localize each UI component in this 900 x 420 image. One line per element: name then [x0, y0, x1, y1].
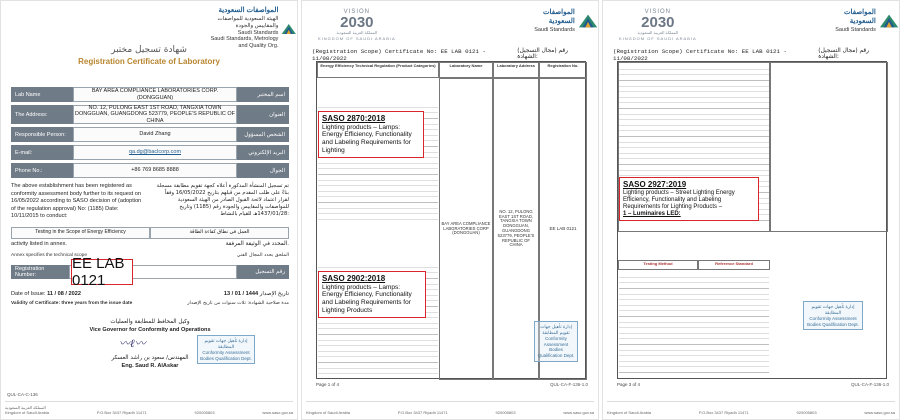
footer-web-link[interactable]: www.saso.gov.sa [864, 410, 895, 415]
footer-phone: 920005803 [495, 410, 516, 415]
saso-logo [821, 9, 899, 33]
date-hijri: 13 / 01 / 1444 [223, 291, 259, 297]
org-fullname-en: Saudi Standards, Metrology and Quality Org. [210, 36, 279, 50]
field-label-ar: الشخص المسؤول [244, 131, 285, 138]
footer-web-link[interactable]: www.saso.gov.sa [262, 410, 293, 415]
stamp-text-ar: إدارة تأهيل جهات تقويم المطابقة [811, 304, 855, 315]
col-header-testing-method: Testing Method [618, 260, 698, 270]
vision-year: 2030 [340, 14, 374, 31]
stamp-text-ar: إدارة تأهيل جهات تقويم المطابقة [540, 324, 572, 335]
vision-year: 2030 [641, 14, 675, 31]
vision-sub-en: KINGDOM OF SAUDI ARABIA [318, 36, 396, 41]
signer-name-en: Eng. Saud R. AlAskar [121, 363, 179, 369]
activity-ar: العمل في نطاق كفاءة الطاقة [150, 227, 289, 239]
department-stamp [197, 335, 255, 364]
vision-label: VISION [343, 9, 371, 15]
field-address [11, 105, 289, 124]
footer-country-en: Kingdom of Saudi Arabia [306, 410, 351, 415]
vision-2030-logo-icon [619, 9, 697, 42]
field-label-en: Responsible Person: [15, 131, 66, 138]
cell-lab-address: NO. 12, PULONG EAST 1ST ROAD, TANGXIA TOWN DONGGUAN, GUANGDONG 523779, PEOPLE'S REPUBLIC OF CHINA [493, 78, 539, 380]
col-header-reg-no: Registration No. [539, 62, 587, 78]
field-value: NO. 12, PULONG EAST 1ST ROAD, TANGXIA TOWN DONGGUAN, GUANGDONG 523779, PEOPLE'S REPUBLIC OF CHINA [73, 105, 237, 124]
field-label-ar: اسم المختبر [257, 91, 285, 98]
saso-2870-code: SASO 2870:2018 [322, 114, 386, 123]
page-footer [5, 401, 293, 415]
footer-country-en: Kingdom of Saudi Arabia [607, 410, 652, 415]
date-row [11, 291, 289, 299]
scope-header-en: (Registration Scope) Certificate No: EE LAB 0121 - 11/08/2022 [613, 48, 787, 62]
page-footer [306, 401, 594, 415]
stamp-text-ar: إدارة تأهيل جهات تقويم المطابقة [204, 338, 248, 349]
scope-header-ar: (مجال التسجيل) رقم الشهادة: [517, 48, 568, 60]
saso-2870-highlight [318, 111, 424, 158]
signer-name-ar: المهندس/ سعود بن راشد العسكر [111, 355, 189, 361]
activity-listed-ar: المحدد في الوثيقة المرفقة. [225, 241, 289, 247]
vision-sub-en: KINGDOM OF SAUDI ARABIA [619, 36, 697, 41]
field-value: +86 769 8685 8888 [73, 163, 237, 178]
registration-number-row [11, 265, 289, 279]
footer-pobox: P.O.Box 3437 Riyadh 11471 [698, 410, 749, 415]
governor-title-ar: وكيل المحافظ للمطابقة والعمليات [110, 319, 190, 325]
saso-triangle-logo-icon [578, 13, 598, 29]
field-label-ar: العنوان [269, 111, 285, 118]
footer-web-link[interactable]: www.saso.gov.sa [563, 410, 594, 415]
saso-triangle-logo-icon [879, 13, 899, 29]
department-stamp [534, 321, 578, 362]
validity-ar: مدة صلاحية الشهادة: ثلاث سنوات من تاريخ الإصدار [187, 301, 289, 306]
col-header-reference-standard: Reference Standard [698, 260, 770, 270]
field-value: David Zhang [73, 127, 237, 142]
scope-header-en: (Registration Scope) Certificate No: EE LAB 0121 - 11/08/2022 [312, 48, 486, 62]
date-label-ar: تاريخ الإصدار [259, 291, 289, 297]
field-label-en: Phone No.: [15, 167, 43, 174]
field-email [11, 145, 289, 160]
form-code: QUL-CA-C-136 [7, 392, 38, 397]
certificate-title-en: Registration Certificate of Laboratory [78, 57, 220, 66]
registration-number-highlight: EE LAB 0121 [71, 259, 133, 285]
scope-header-ar: (مجال التسجيل) رقم الشهادة: [818, 48, 869, 60]
field-label-en: Lab Name [15, 91, 41, 98]
saso-2927-subtitle: 1 – Luminaires LED: [623, 211, 681, 218]
saso-2927-code: SASO 2927:2019 [623, 180, 687, 189]
reg-label-en: Registration Number: [15, 266, 45, 278]
vision-sub-ar: المملكة العربية السعودية [637, 30, 679, 35]
certificate-title-ar: شهادة تسجيل مختبر [111, 45, 187, 55]
footer-country-ar: المملكة العربية السعودية [5, 405, 46, 410]
scope-rows-block-2 [619, 272, 769, 377]
footer-phone: 920005803 [796, 410, 817, 415]
page-footer [607, 401, 895, 415]
footer-pobox: P.O.Box 3437 Riyadh 11471 [397, 410, 448, 415]
footer-phone: 920005803 [194, 410, 215, 415]
annex-note-en: Annex specifies the technical scope [11, 253, 87, 258]
vision-2030-logo-icon [318, 9, 396, 42]
field-label-en: The Address: [15, 111, 48, 118]
page-number: Page 3 of 4 [617, 382, 641, 387]
org-name-en: Saudi Standards [237, 29, 279, 36]
saso-logo [201, 7, 297, 50]
saso-2902-code: SASO 2902:2018 [322, 274, 386, 283]
annex-note-ar: الملحق يحدد المجال الفني [236, 253, 289, 258]
form-code: QUL-CA-F-136-1.0 [850, 382, 889, 387]
stamp-text-en: Conformity Assessment Bodies Qualification Dept. [807, 315, 859, 327]
reg-label-ar: رقم التسجيل [255, 269, 285, 275]
vision-label: VISION [644, 9, 672, 15]
scope-header [312, 48, 588, 62]
activity-en: Testing in the Scope of Energy Efficiency [11, 227, 150, 239]
cell-reg-no: EE LAB 0121 [539, 78, 587, 380]
vision-sub-ar: المملكة العربية السعودية [336, 30, 378, 35]
saso-2870-title: Lighting products – Lamps: Energy Efficiency, Functionality and Labeling Requirements for Lighting [322, 123, 412, 154]
scope-page-3 [602, 0, 900, 420]
col-header-lab-name: Laboratory Name [439, 62, 493, 78]
activity-listed-en: activity listed in annex. [11, 241, 67, 247]
org-name-en: Saudi Standards [835, 26, 876, 33]
field-label-ar: الجوال [269, 167, 285, 174]
stamp-text-en: Conformity Assessment Bodies Qualification Dept. [537, 335, 575, 359]
certificate-page [0, 0, 298, 420]
org-name-ar: المواصفات السعودية [542, 9, 575, 25]
validity-en: Validity of Certificate: three years from the issue date [11, 301, 133, 306]
activity-row [11, 227, 289, 239]
footer-pobox: P.O.Box 3437 Riyadh 11471 [96, 410, 147, 415]
field-lab-name [11, 87, 289, 102]
field-responsible [11, 127, 289, 142]
saso-triangle-logo-icon [281, 21, 297, 37]
org-name-ar: المواصفات السعودية [218, 7, 279, 14]
signature-graphic: 〰ℓ〰 [119, 337, 146, 350]
registration-paragraph-ar: تم تسجيل المنشأة المذكورة أعلاه كجهة تقويم مطابقة مسجلة بناءً على طلب المقدم من قبلهم بتاريخ 16/05/2022 وفقاً لقرار اعتماد لائحة القبول الصادر من الهيئة السعودية للمواصفات والمقاييس والجودة رقم (1185) وتاريخ 1437/01/28هـ للقيام بالنشاط: [156, 183, 289, 218]
saso-2927-title: Lighting products – Street Lighting Energy Efficiency, Functionality and Labeling Requirements for Lighting Products – [623, 189, 735, 210]
email-link[interactable]: qa.dg@baclcorp.com [73, 145, 237, 160]
stamp-text-en: Conformity Assessment Bodies Qualification Dept. [200, 349, 252, 361]
governor-title-en: Vice Governor for Conformity and Operations [89, 327, 211, 333]
scope-page-1 [301, 0, 599, 420]
date-label-en: Date of Issue: [11, 291, 46, 297]
org-fullname-ar: الهيئة السعودية للمواصفات والمقاييس والجودة [217, 15, 279, 29]
department-stamp [803, 301, 863, 330]
org-name-ar: المواصفات السعودية [843, 9, 876, 25]
footer-country-en: Kingdom of Saudi Arabia [5, 410, 50, 415]
col-header-category: Energy Efficiency Technical Regulation (Product Categories) [317, 62, 439, 78]
scope-header [613, 48, 889, 62]
cell-lab-name: BAY AREA COMPLIANCE LABORATORIES CORP (DONGGUAN) [439, 78, 493, 380]
col-header-lab-address: Laboratory Address [493, 62, 539, 78]
saso-logo [520, 9, 598, 33]
saso-2902-title: Lighting products – Lamps: Energy Efficiency, Functionality and Labeling Requirements for Lighting Products [322, 283, 412, 314]
field-label-en: E-mail: [15, 149, 33, 156]
registration-paragraph-en: The above establishment has been registered as conformity assessment body further to its request on 16/05/2022 according to SASO decision of (adoption of the regulation approval) No: (1185) Date: 10/11/2015 to conduct: [11, 183, 142, 220]
saso-2927-highlight [619, 177, 759, 221]
date-value: 11 / 08 / 2022 [47, 291, 81, 297]
field-label-ar: البريد الإلكتروني [248, 149, 285, 156]
field-value: BAY AREA COMPLIANCE LABORATORIES CORP.(DONGGUAN) [73, 87, 237, 102]
saso-2902-highlight [318, 271, 426, 318]
field-phone [11, 163, 289, 178]
page-number: Page 1 of 4 [316, 382, 340, 387]
org-name-en: Saudi Standards [534, 26, 575, 33]
form-code: QUL-CA-F-136-1.0 [549, 382, 588, 387]
